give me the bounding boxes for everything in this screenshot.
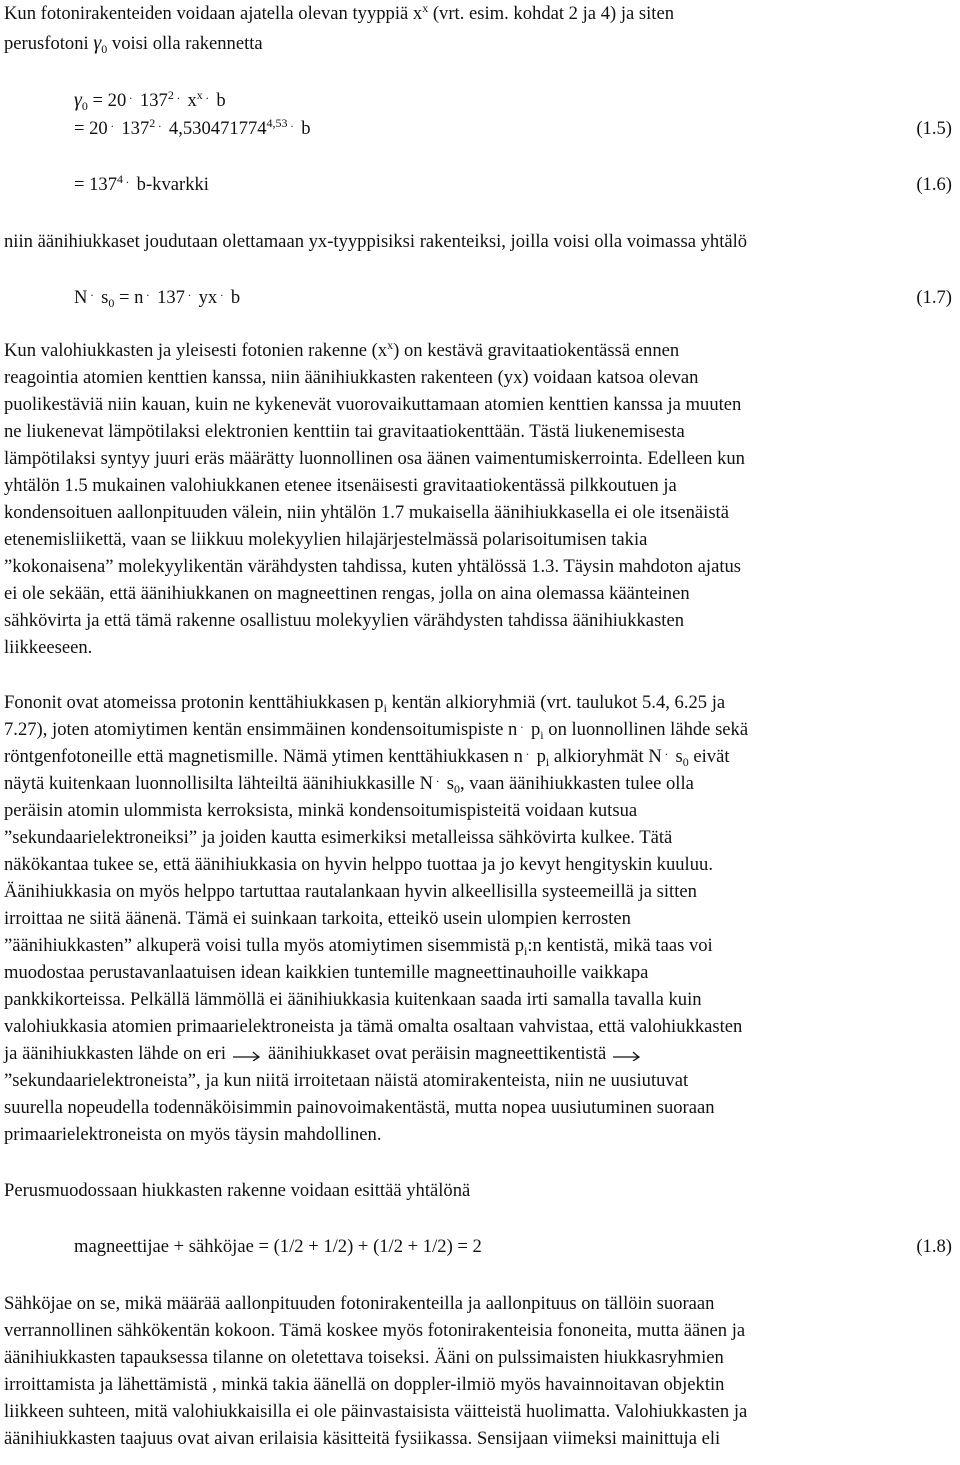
text-span: p: [526, 719, 541, 740]
text-span: p: [531, 746, 546, 767]
text-line: näkökantaa tukee se, että äänihiukkasia on hyvin helppo tuottaa ja jo kevyt hengityskin kuuluu.: [4, 854, 713, 875]
subscript: i: [383, 701, 387, 715]
text-line: Perusmuodossaan hiukkasten rakenne voidaan esittää yhtälönä: [4, 1180, 471, 1201]
superscript: x: [196, 88, 203, 102]
text-line: [4, 692, 725, 714]
equation-number: (1.7): [916, 287, 952, 308]
text-line: [4, 746, 730, 768]
text-span: voisi olla rakennetta: [111, 33, 263, 54]
text-span: b: [296, 118, 311, 139]
superscript: 4,53: [266, 116, 288, 130]
text-line: lämpötilaksi syntyy juuri eräs määrätty luonnollinen osa äänen vaimentumiskerrointa. Edelleen kun: [4, 448, 745, 469]
text-span: b: [226, 287, 241, 308]
equation-1-5-line-1: [74, 89, 226, 111]
text-span: N: [74, 287, 88, 308]
text-line: yhtälön 1.5 mukainen valohiukkanen etenee itsenäisesti gravitaatiokentässä pilkkoutuen ja: [4, 475, 677, 496]
multiplication-dot: .: [176, 88, 180, 102]
text-span: Fononit ovat atomeissa protonin kenttähiukkasen p: [4, 692, 384, 713]
text-span: ja äänihiukkasten lähde on eri: [4, 1043, 227, 1064]
multiplication-dot: .: [436, 771, 440, 785]
text-span: x: [182, 90, 197, 111]
text-span: = 137: [74, 174, 118, 195]
right-arrow-icon: [612, 1049, 642, 1061]
multiplication-dot: .: [220, 285, 224, 299]
multiplication-dot: .: [520, 717, 524, 731]
text-line: pankkikorteissa. Pelkällä lämmöllä ei äänihiukkasia kuitenkaan saada irti samalla tavalla kuin: [4, 989, 702, 1010]
subscript: 0: [81, 99, 88, 113]
text-line: Sähköjae on se, mikä määrää aallonpituuden fotonirakenteilla ja aallonpituus on tällöin suoraan: [4, 1293, 715, 1314]
text-span: 137: [116, 118, 150, 139]
multiplication-dot: .: [158, 116, 162, 130]
right-arrow-icon: [232, 1049, 262, 1061]
text-line: niin äänihiukkaset joudutaan olettamaan yx-tyyppisiksi rakenteiksi, joilla voisi olla voimassa yhtälö: [4, 231, 748, 252]
equation-1-5-line-2: [74, 118, 311, 140]
text-span: Kun valohiukkasten ja yleisesti fotonien rakenne (x: [4, 340, 388, 361]
text-line: ”sekundaarielektroneista”, ja kun niitä irroitetaan näistä atomirakenteista, niin ne uusiutuvat: [4, 1070, 689, 1091]
subscript: i: [545, 755, 550, 769]
multiplication-dot: .: [290, 116, 294, 130]
text-line: ”sekundaarielektroneiksi” ja joiden kautta esimerkiksi metalleissa sähkövirta kulkee. Tätä: [4, 827, 673, 848]
text-span: alkioryhmät N: [549, 746, 662, 767]
text-line: [4, 719, 748, 741]
equation-number: (1.8): [916, 1236, 952, 1257]
text-span: :n kentistä, mikä taas voi: [527, 935, 713, 956]
text-span: äänihiukkaset ovat peräisin magneettikentistä: [268, 1043, 607, 1064]
text-span: näytä kuitenkaan luonnollisilta lähteiltä äänihiukkasille N: [4, 773, 434, 794]
multiplication-dot: .: [126, 172, 130, 186]
equation-1-8: magneettijae + sähköjae = (1/2 + 1/2) + (1/2 + 1/2) = 2: [74, 1236, 482, 1257]
subscript: i: [524, 944, 528, 958]
gamma-symbol: γ: [93, 32, 102, 54]
superscript: x: [387, 338, 394, 352]
text-span: s: [670, 746, 683, 767]
multiplication-dot: .: [129, 88, 133, 102]
text-span: kentän alkioryhmiä (vrt. taulukot 5.4, 6.25 ja: [386, 692, 726, 713]
text-span: ”äänihiukkasten” alkuperä voisi tulla myös atomiytimen sisemmistä p: [4, 935, 524, 956]
text-line: ei ole sekään, että äänihiukkanen on magneettinen rengas, jolla on aina olemassa käänteinen: [4, 583, 690, 604]
text-span: 4,530471774: [164, 118, 267, 139]
text-span: ) on kestävä gravitaatiokentässä ennen: [393, 340, 680, 361]
gamma-symbol: γ: [74, 89, 82, 111]
text-line: ”kokonaisena” molekyylikentän värähdysten tahdissa, kuten yhtälössä 1.3. Täysin mahdoton ajatus: [4, 556, 742, 577]
subscript: 0: [108, 296, 115, 310]
multiplication-dot: .: [90, 285, 94, 299]
equation-number: (1.5): [916, 118, 952, 139]
text-line: irroittamista ja lähettämistä , minkä takia äänellä on doppler-ilmiö myös havainnoitavan objektin: [4, 1374, 725, 1395]
superscript: 2: [167, 88, 174, 102]
text-span: b-kvarkki: [132, 174, 209, 195]
text-line: [4, 340, 679, 362]
text-line: liikkeen suhteen, mitä valohiukkaisilla ei ole päinvastaisista väitteistä huolimatta. Valohiukkasten ja: [4, 1401, 748, 1422]
text-span: b: [211, 90, 226, 111]
text-line: muodostaa perustavanlaatuisen idean kaikkien tuntemille magneettinauhoille vaikkapa: [4, 962, 649, 983]
multiplication-dot: .: [205, 88, 209, 102]
multiplication-dot: .: [525, 744, 529, 758]
equation-1-7: [74, 287, 240, 309]
text-line: sähkövirta ja että tämä rakenne osallistuu molekyylien värähdysten tahdissa äänihiukkasten: [4, 610, 685, 631]
text-line: peräisin atomin ulommista kerroksista, minkä kondensoitumispisteitä voidaan kutsua: [4, 800, 638, 821]
text-span: s: [442, 773, 454, 794]
subscript: 0: [453, 782, 460, 796]
text-span: on luonnollinen lähde sekä: [543, 719, 749, 740]
multiplication-dot: .: [187, 285, 191, 299]
subscript: i: [540, 728, 544, 742]
superscript: x: [422, 1, 429, 15]
text-span: s: [96, 287, 109, 308]
subscript: 0: [101, 42, 108, 56]
text-line: äänihiukkasten tapauksessa tilanne on oletettava toiseksi. Ääni on pulssimaisten hiukkasryhmien: [4, 1347, 724, 1368]
text-line: Äänihiukkasia on myös helppo tartuttaa rautalankaan hyvin alkeellisilla systeemeillä ja sitten: [4, 881, 697, 902]
text-line: etenemisliikettä, vaan se liikkuu molekyylien hilajärjestelmässä polarisoitumisen takia: [4, 529, 648, 550]
text-span: (vrt. esim. kohdat 2 ja 4) ja siten: [428, 3, 675, 24]
text-span: , vaan äänihiukkasten tulee olla: [459, 773, 694, 794]
multiplication-dot: .: [110, 116, 114, 130]
equation-number: (1.6): [916, 174, 952, 195]
text-line: [4, 773, 694, 795]
text-span: yx: [193, 287, 218, 308]
text-line: [4, 935, 713, 957]
text-span: = n: [114, 287, 144, 308]
equation-1-6: [74, 174, 209, 196]
text-line: reagointia atomien kenttien kanssa, niin äänihiukkasten rakenteen (yx) voidaan katsoa olevan: [4, 367, 699, 388]
text-line: [4, 32, 263, 54]
superscript: 4: [117, 172, 124, 186]
text-line: verrannollinen sähkökentän kokoon. Tämä koskee myös fotonirakenteisia fononeita, mutta äänen ja: [4, 1320, 746, 1341]
text-line: irroittaa ne siitä äänenä. Tämä ei suinkaan tarkoita, etteikö usein ulompien kerrosten: [4, 908, 631, 929]
text-line: kondensoituen aallonpituuden välein, niin yhtälön 1.7 mukaisella äänihiukkasella ei ole itsenäistä: [4, 502, 729, 523]
text-line: ne liukenevat lämpötilaksi elektronien kenttiin tai gravitaatiokenttään. Tästä liukenemisesta: [4, 421, 685, 442]
text-span: perusfotoni: [4, 33, 89, 54]
text-span: eivät: [688, 746, 730, 767]
text-line: puolikestäviä niin kauan, kuin ne kykenevät vuorovaikuttamaan atomien kenttien kanssa ja muuten: [4, 394, 742, 415]
text-line: [4, 1043, 648, 1065]
text-line: liikkeeseen.: [4, 637, 93, 658]
text-span: Kun fotonirakenteiden voidaan ajatella olevan tyyppiä x: [4, 3, 423, 24]
subscript: 0: [682, 755, 689, 769]
text-line: valohiukkasia atomien primaarielektroneista ja tämä omalta osaltaan vahvistaa, että valohiukkasten: [4, 1016, 743, 1037]
text-line: äänihiukkasten taajuus ovat aivan erilaisia käsitteitä fysiikassa. Sensijaan viimeksi mainittuja eli: [4, 1428, 721, 1449]
text-span: röntgenfotoneille että magnetismille. Nämä ytimen kenttähiukkasen n: [4, 746, 523, 767]
text-span: = 20: [74, 118, 108, 139]
text-span: 7.27), joten atomiytimen kentän ensimmäinen kondensoitumispiste n: [4, 719, 518, 740]
text-span: = 20: [87, 90, 127, 111]
multiplication-dot: .: [664, 744, 668, 758]
text-line: primaarielektroneista on myös täysin mahdollinen.: [4, 1124, 382, 1145]
text-span: 137: [135, 90, 168, 111]
text-line: suurella nopeudella todennäköisimmin painovoimakentästä, mutta nopea uusiutuminen suoraan: [4, 1097, 715, 1118]
multiplication-dot: .: [146, 285, 150, 299]
text-span: 137: [152, 287, 185, 308]
text-line: [4, 3, 674, 25]
superscript: 2: [149, 116, 156, 130]
